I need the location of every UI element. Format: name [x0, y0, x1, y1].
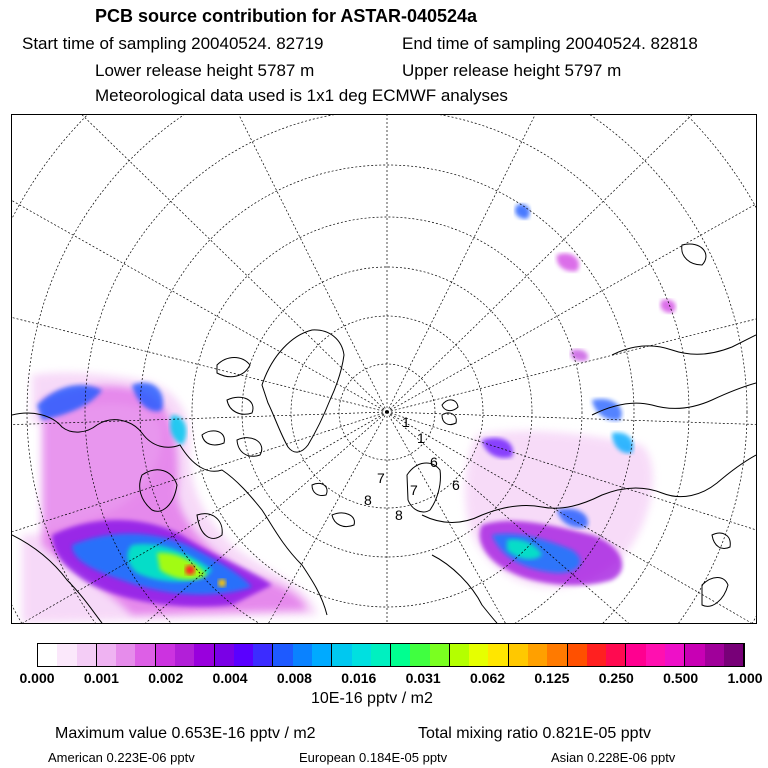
concentration-field-america [22, 373, 317, 623]
grid-label: 6 [430, 454, 438, 470]
lower-height-label: Lower release height 5787 m [95, 61, 315, 80]
colorbar-tick-label: 0.031 [405, 670, 441, 686]
colorbar-segment [724, 644, 744, 666]
colorbar-segment [606, 644, 626, 666]
concentration-field-asia [465, 204, 676, 623]
colorbar-tick-label: 0.004 [212, 670, 248, 686]
colorbar-segment [194, 644, 214, 666]
colorbar-segment [469, 644, 488, 666]
total-mixing-label: Total mixing ratio 0.821E-05 pptv [418, 725, 652, 742]
colorbar-segment [410, 644, 429, 666]
colorbar-segment [547, 644, 567, 666]
map-panel[interactable] [11, 114, 757, 624]
colorbar-segment [332, 644, 351, 666]
colorbar-segment [352, 644, 371, 666]
colorbar-segment [253, 644, 273, 666]
colorbar-segment [273, 644, 292, 666]
colorbar-tick-label: 0.001 [83, 670, 119, 686]
colorbar-tick-label: 0.125 [534, 670, 570, 686]
colorbar-tick-label: 0.500 [663, 670, 699, 686]
colorbar-segment [450, 644, 469, 666]
grid-label: 1 [417, 430, 425, 446]
end-time-label: End time of sampling 20040524. 82818 [402, 34, 698, 53]
colorbar-segment [509, 644, 528, 666]
asian-label: Asian 0.228E-06 pptv [551, 750, 676, 765]
colorbar-segment [528, 644, 547, 666]
american-label: American 0.223E-06 pptv [48, 750, 195, 765]
colorbar-tick-label: 0.016 [341, 670, 377, 686]
colorbar-tick-label: 0.000 [19, 670, 55, 686]
colorbar-segment [97, 644, 116, 666]
grid-label: 8 [395, 507, 403, 523]
grid-label: 1 [402, 414, 410, 430]
map-canvas [12, 115, 756, 623]
colorbar-segment [391, 644, 410, 666]
colorbar-segment [685, 644, 704, 666]
colorbar-segment [430, 644, 450, 666]
colorbar-segment [312, 644, 332, 666]
colorbar-segment [57, 644, 76, 666]
colorbar-tick-label: 0.250 [598, 670, 634, 686]
grid-label: 7 [377, 470, 385, 486]
colorbar-segment [156, 644, 175, 666]
grid-label: 6 [452, 477, 460, 493]
colorbar-segment [587, 644, 606, 666]
european-label: European 0.184E-05 pptv [299, 750, 448, 765]
colorbar-segment [665, 644, 685, 666]
colorbar-segment [116, 644, 135, 666]
colorbar-segment [371, 644, 391, 666]
colorbar-segment [568, 644, 587, 666]
colorbar-segment [234, 644, 253, 666]
page-title: PCB source contribution for ASTAR-040524a [95, 6, 478, 26]
colorbar-tick-label: 1.000 [727, 670, 763, 686]
colorbar-segment [38, 644, 57, 666]
upper-height-label: Upper release height 5797 m [402, 61, 622, 80]
colorbar-tick-label: 0.008 [276, 670, 312, 686]
colorbar-segment [215, 644, 234, 666]
met-data-label: Meteorological data used is 1x1 deg ECMWF analyses [95, 86, 508, 105]
grid-label: 8 [364, 492, 372, 508]
grid-label: 7 [410, 482, 418, 498]
colorbar-segment [626, 644, 645, 666]
colorbar-segment [293, 644, 312, 666]
colorbar-tick-label: 0.002 [148, 670, 184, 686]
colorbar-tick-label: 0.062 [470, 670, 506, 686]
colorbar-unit-label: 10E-16 pptv / m2 [311, 690, 433, 707]
colorbar-segment [77, 644, 97, 666]
max-value-label: Maximum value 0.653E-16 pptv / m2 [55, 725, 316, 742]
colorbar-segment [175, 644, 194, 666]
colorbar-segment [135, 644, 155, 666]
start-time-label: Start time of sampling 20040524. 82719 [22, 34, 324, 53]
colorbar-segment [488, 644, 508, 666]
colorbar [37, 643, 745, 667]
colorbar-segment [646, 644, 665, 666]
colorbar-segment [705, 644, 724, 666]
